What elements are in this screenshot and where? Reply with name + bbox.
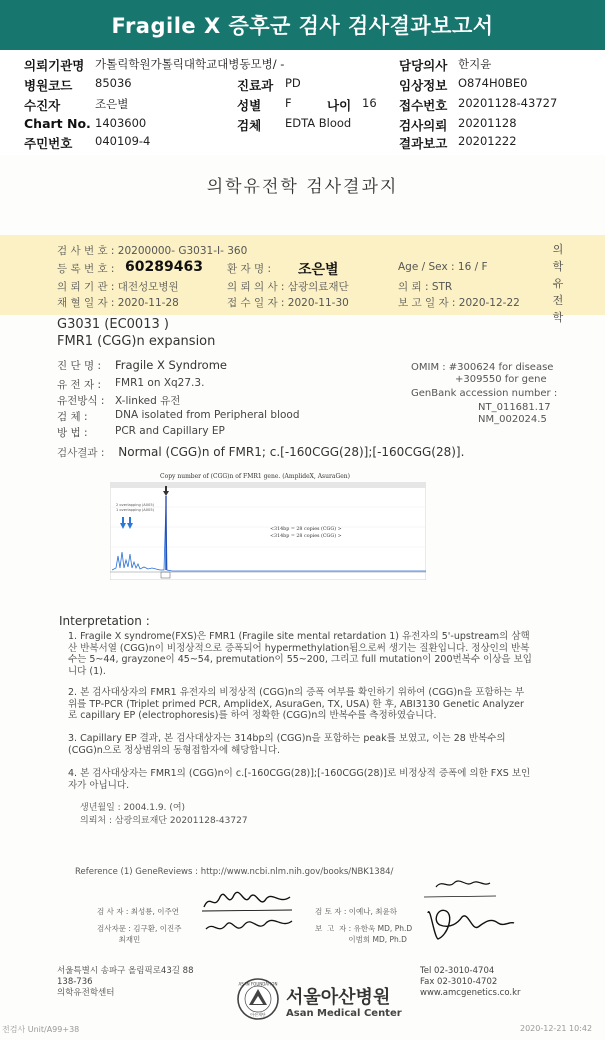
address-line-2: 138-736 — [57, 977, 93, 987]
request-date-value: 20201128 — [458, 116, 517, 130]
sex-value: F — [285, 96, 292, 110]
report-info-table — [0, 50, 605, 154]
clinical-value: O874H0BE0 — [458, 76, 528, 90]
age-label: 나이 — [327, 98, 352, 113]
side-label: 의학유전학 — [552, 243, 564, 324]
patient-name: 조은별 — [298, 262, 339, 278]
reg-no-label: 등 록 번 호 : — [57, 263, 115, 275]
contact-block — [420, 966, 521, 999]
exam-no: 검 사 번 호 : 20200000- G3031-I- 360 — [57, 245, 248, 257]
chart-legend-2: 1 overlapping (A005) — [116, 508, 155, 512]
hospital-name-en: Asan Medical Center — [286, 1008, 402, 1019]
interp-para-4: 4. 본 검사대상자는 FMR1의 (CGG)n이 c.[-160CGG(28)];[-160CGG(28)]로 비정상적 증폭에 의한 FXS 보인자가 아닙니다. — [68, 768, 531, 791]
result-value: Normal (CGG)n of FMR1; c.[-160CGG(28)];[-160CGG(28)]. — [118, 445, 465, 459]
sig-reporter-label: 보 고 자 : 유한욱 MD, Ph.D 이범희 MD, Ph.D — [315, 924, 413, 944]
scan-report-date: 보 고 일 자 : 2020-12-22 — [398, 297, 520, 309]
specimen-method-value: DNA isolated from Peripheral blood — [115, 409, 300, 421]
req-institution: 의 뢰 기 관 : 대전성모병원 — [57, 281, 179, 293]
test-name: FMR1 (CGG)n expansion — [57, 334, 216, 349]
asan-foundation-seal — [236, 977, 280, 1021]
method-label: 방 법 : — [57, 427, 88, 439]
specimen-value: EDTA Blood — [285, 116, 352, 130]
reg-no: 60289463 — [125, 259, 203, 275]
chart-title: Copy number of (CGG)n of FMR1 gene. (AmplideX, AsuraGen) — [160, 473, 350, 480]
signature-tester — [200, 885, 300, 945]
sig-auth-label: 검사자문 : 김구환, 이진주 최재민 — [97, 924, 182, 944]
chart-no-value: 1403600 — [95, 116, 147, 130]
signature-reporter — [418, 877, 518, 952]
hospital-name: 서울아산병원 — [286, 987, 391, 1008]
scanned-report — [0, 155, 605, 1040]
sig-tester-label: 검 사 자 : 최성룡, 이주연 — [97, 907, 180, 916]
chart-legend-1: 2 overlapping (A005) — [116, 503, 155, 507]
interp-para-1: 1. Fragile X syndrome(FXS)은 FMR1 (Fragile site mental retardation 1) 유전자의 5'-upstream의 삼핵산 반복서열 (CGG)n이 비정상적으로 증폭되어 hypermethylation됨으로써 생기는 질환입니다. 정상인의 반복수는 5~44, grayzone이 45~54, premutation이 55~200, 그리고 full mutation이 200번복수 이상을 보입니다 (1). — [68, 631, 532, 677]
patient-label: 수진자 — [24, 98, 61, 113]
specimen-label: 검체 — [237, 118, 262, 133]
report-date-label: 결과보고 — [399, 136, 448, 151]
patient-value: 조은별 — [95, 97, 129, 111]
requester-info: 의뢰처 : 삼광의료재단 20201128-43727 — [80, 816, 248, 826]
inherit-label: 유전방식 : — [57, 395, 105, 407]
dx-value: Fragile X Syndrome — [115, 358, 227, 372]
doc-title: 의학유전학 검사결과지 — [206, 177, 399, 197]
fax: Fax 02-3010-4702 — [420, 977, 498, 987]
sex-label: 성별 — [237, 98, 262, 113]
request-date-label: 검사의뢰 — [399, 118, 448, 133]
omim: OMIM : #300624 for disease — [411, 362, 554, 373]
req-doctor: 의 뢰 의 사 : 삼광의료재단 — [227, 281, 349, 293]
reference: Reference (1) GeneReviews : http://www.ncbi.nlm.nih.gov/books/NBK1384/ — [75, 867, 394, 877]
test-code: G3031 (EC0013 ) — [57, 317, 169, 332]
reception-no-value: 20201128-43727 — [458, 96, 558, 110]
scan-footer-right: 2020-12-21 10:42 — [520, 1024, 593, 1033]
result-label: 검사결과 : — [57, 447, 105, 459]
genbank-label: GenBank accession number : — [411, 388, 558, 399]
resident-no-value: 040109-4 — [95, 134, 151, 148]
interp-para-2: 2. 본 검사대상자의 FMR1 유전자의 비정상적 (CGG)n의 증폭 여부를 확인하기 위하여 (CGG)n을 포함하는 부위를 TP-PCR (Triplet primed PCR, AmplideX, AsuraGen, TX, USA) 한 후, ABI3130 Genetic Analyzer로 capillary EP (electrophoresis)를 하여 정확한 (CGG)n의 반복수를 측정하였습니다. — [68, 687, 525, 721]
sig-reviewer-label: 검 토 자 : 이예나, 최윤하 — [315, 907, 398, 916]
doctor-label: 담당의사 — [399, 58, 448, 73]
genbank-2: NM_002024.5 — [478, 414, 547, 425]
report-title: Fragile X 증후군 검사 검사결과보고서 — [0, 0, 605, 50]
birth-date: 생년월일 : 2004.1.9. (여) — [80, 803, 186, 813]
genbank-1: NT_011681.17 — [478, 402, 551, 413]
method-value: PCR and Capillary EP — [115, 425, 225, 437]
req-other: 의 뢰 : STR — [398, 281, 453, 293]
inherit-value: X-linked 유전 — [115, 395, 181, 407]
chart-no-label: Chart No. — [24, 116, 91, 131]
gene-value: FMR1 on Xq27.3. — [115, 377, 205, 389]
institution-value: 가톨릭학원가톨릭대학교대병동모병/ - — [95, 57, 285, 71]
report-date-value: 20201222 — [458, 134, 517, 148]
hospital-code-label: 병원코드 — [24, 78, 73, 93]
gene-label: 유 전 자 : — [57, 379, 101, 391]
doctor-value: 한지윤 — [458, 57, 492, 71]
hospital-code-value: 85036 — [95, 76, 132, 90]
scan-footer-bar — [0, 1021, 605, 1040]
age-value: 16 — [362, 96, 377, 110]
omim-gene: +309550 for gene — [455, 374, 547, 385]
result-line — [57, 445, 464, 460]
reception-no-label: 접수번호 — [399, 98, 448, 113]
scan-footer-left: 전검사 Unit/A99+38 — [2, 1025, 80, 1034]
dept-value: PD — [285, 76, 301, 90]
chart-note-2: <314bp = 28 copies (CGG) > — [270, 534, 342, 539]
specimen-method-label: 검 체 : — [57, 411, 88, 423]
electropherogram-chart — [110, 482, 426, 580]
clinical-label: 임상정보 — [399, 78, 448, 93]
dx-label: 진 단 명 : — [57, 360, 101, 372]
interp-para-3: 3. Capillary EP 결과, 본 검사대상자는 314bp의 (CGG)n을 포함하는 peak를 보였고, 이는 28 반복수의 (CGG)n으로 정상범위의 동형접합자에 해당합니다. — [68, 733, 506, 756]
chart-note-1: <314bp = 28 copies (CGG) > — [270, 527, 342, 532]
age-sex: Age / Sex : 16 / F — [398, 261, 488, 273]
patient-name-label: 환 자 명 : — [227, 263, 271, 275]
resident-no-label: 주민번호 — [24, 136, 73, 151]
seal-top-text: ASAN FOUNDATION — [238, 981, 278, 987]
seal-bottom-text: 아산재단 — [250, 1012, 266, 1017]
dept-label: 진료과 — [237, 78, 274, 93]
receive-date: 접 수 일 자 : 2020-11-30 — [227, 297, 349, 309]
tel: Tel 02-3010-4704 — [420, 966, 495, 976]
address-line-1: 서울특별시 송파구 올림픽로43길 88 — [57, 966, 194, 976]
address-block — [57, 966, 193, 999]
collect-date: 채 혈 일 자 : 2020-11-28 — [57, 297, 179, 309]
website-link[interactable]: www.amcgenetics.co.kr — [420, 988, 521, 998]
address-line-3: 의학유전학센터 — [57, 988, 115, 998]
interpretation-heading: Interpretation : — [59, 614, 150, 628]
institution-label: 의뢰기관명 — [24, 58, 85, 73]
